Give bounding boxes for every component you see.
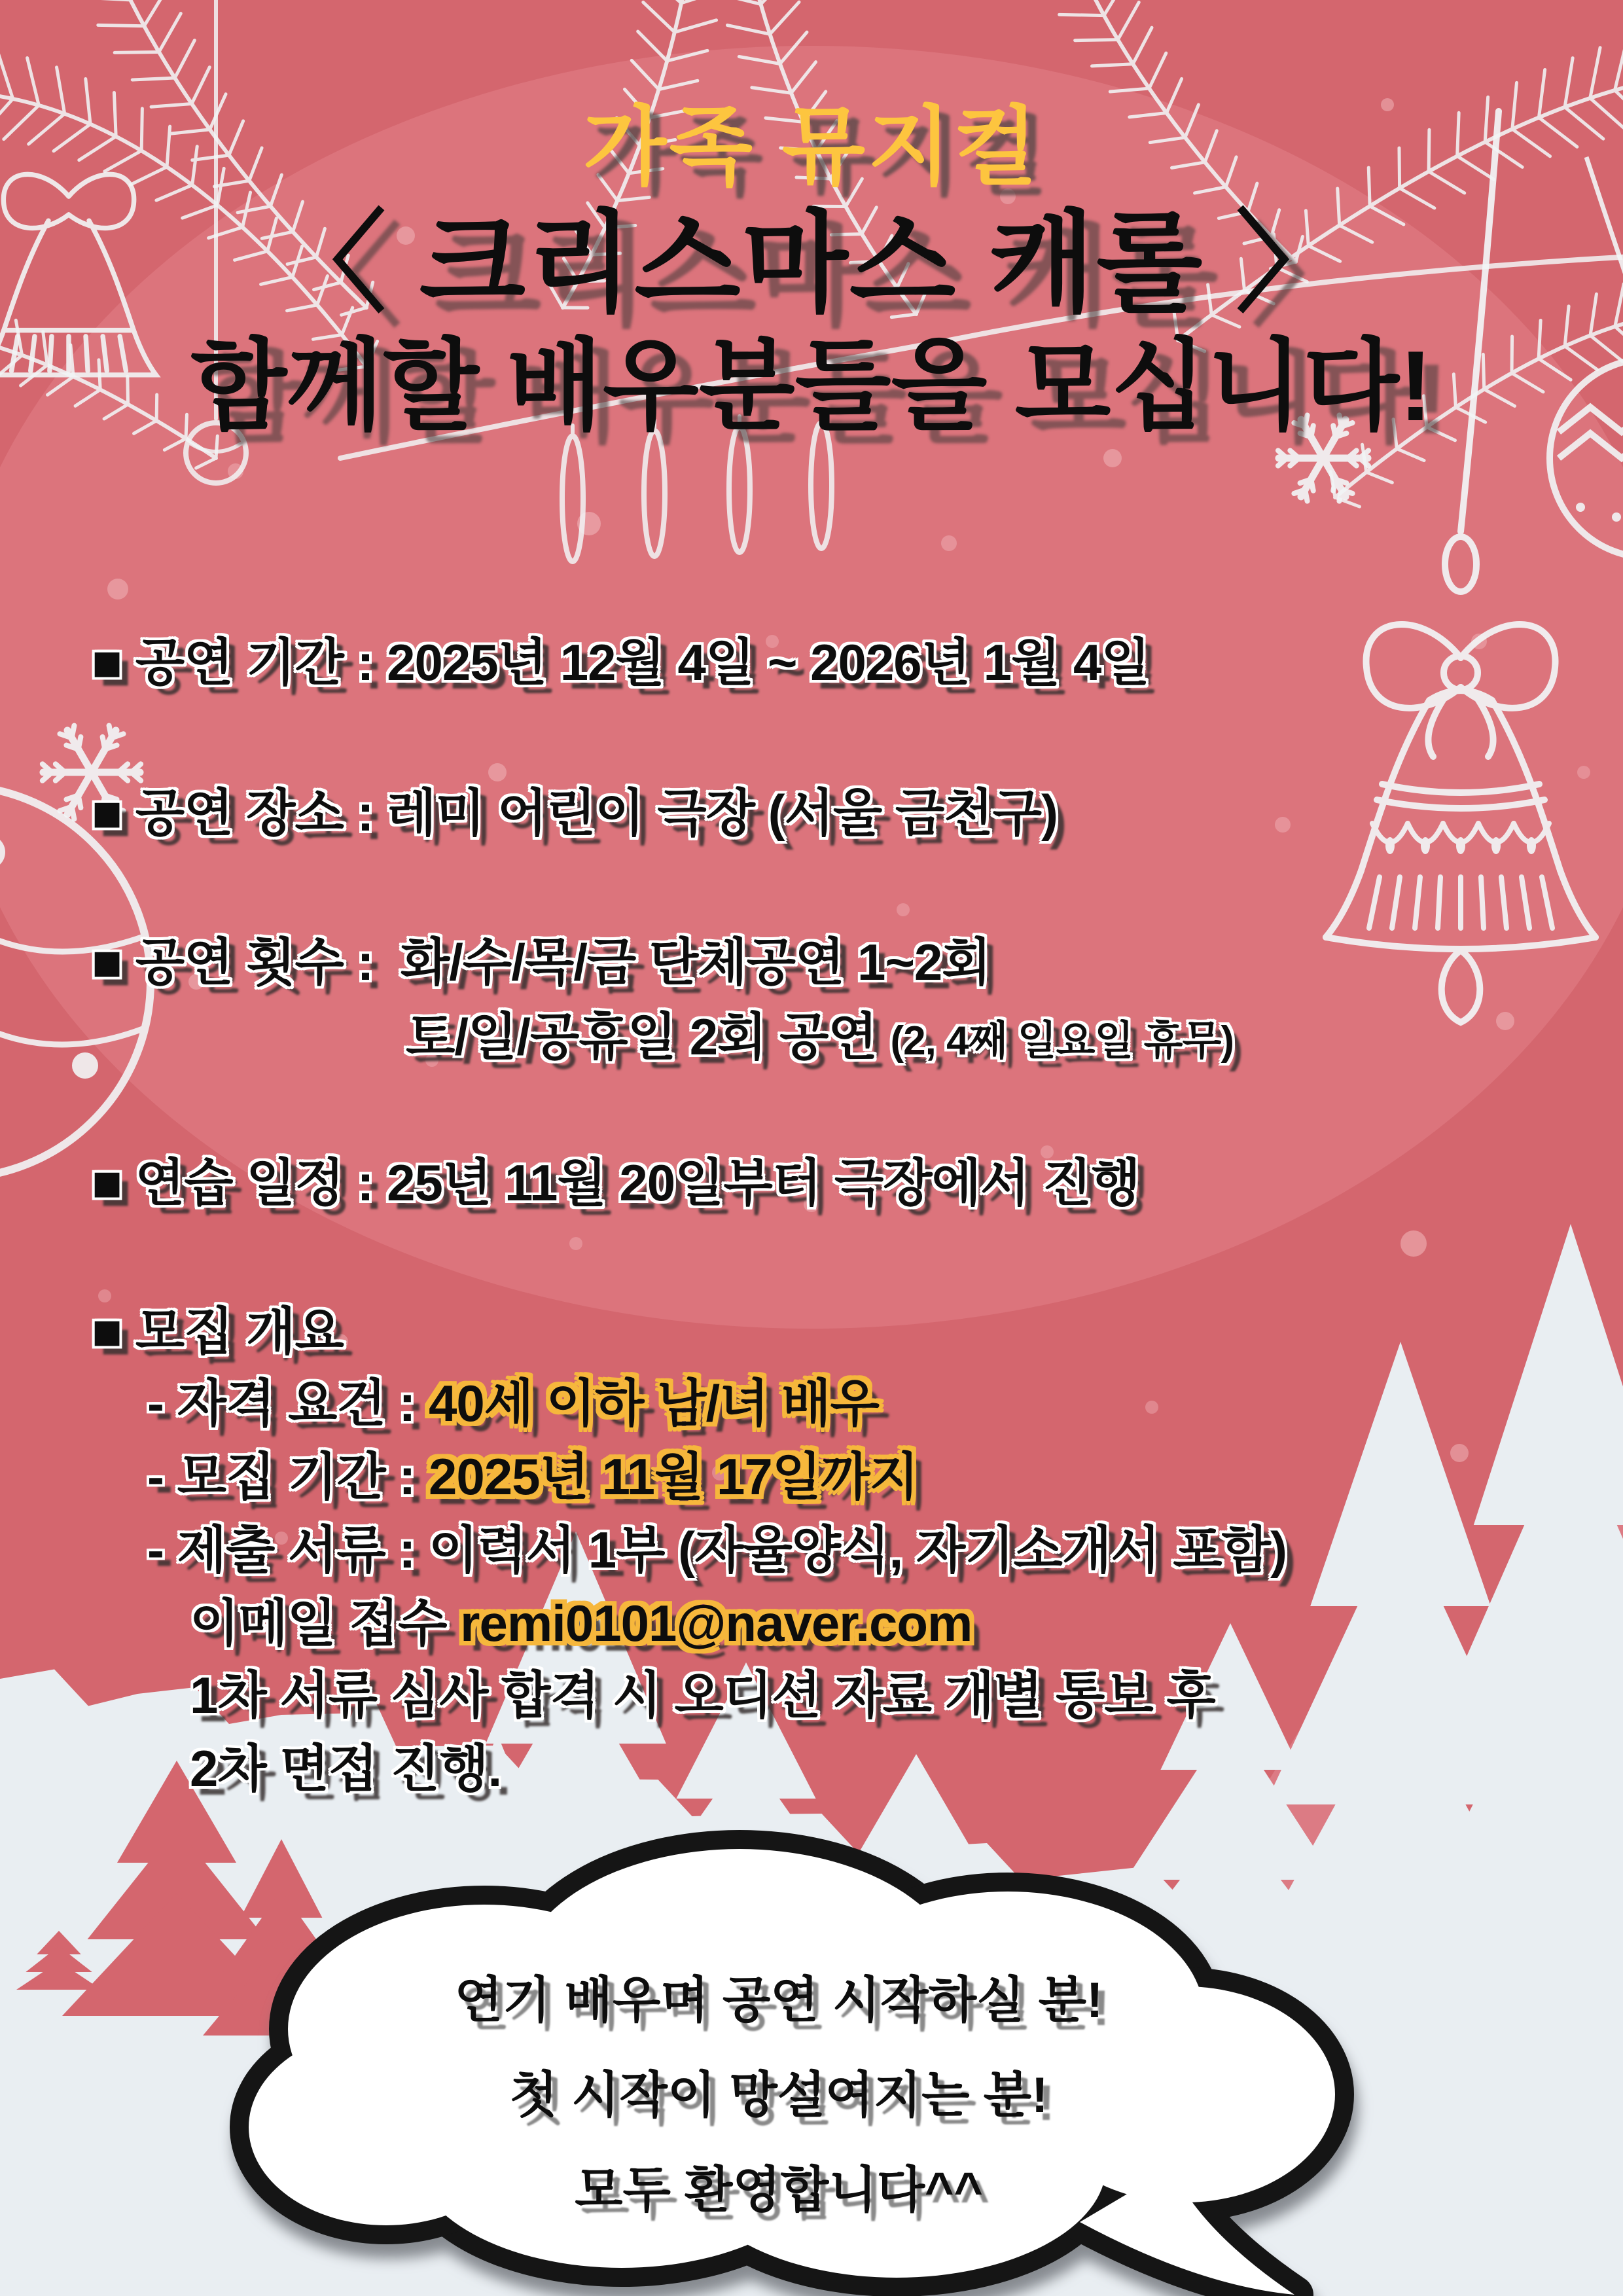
show-title: 〈 크리스마스 캐롤 〉 [276,202,1347,325]
documents-text: - 제출 서류 : 이력서 1부 (자율양식, 자기소개서 포함) [147,1521,1287,1579]
show-count-text-2: 토/일/공휴일 2회 공연 [406,1008,891,1066]
bubble-line-3: 모두 환영합니다^^ [575,2162,983,2218]
process-text-1: 1차 서류 심사 합격 시 오디션 자료 개별 통보 후 [190,1666,1215,1724]
bubble-line-1: 연기 배우며 공연 시작하실 분! [454,1973,1103,2028]
venue-text: ■ 공연 장소 : 레미 어린이 극장 (서울 금천구) [92,784,1058,842]
qualification-label: - 자격 요건 : [147,1374,429,1432]
apply-period-label: - 모집 기간 : [147,1448,429,1505]
casting-call-headline: 함께할 배우분들을 모십니다! [190,331,1433,442]
qualification-value: 40세 이하 남/녀 배우 [429,1374,879,1432]
speech-bubble-text [281,1960,1276,2245]
email-address: remi0101@naver.com [460,1594,972,1652]
show-type-label: 가족 뮤지컬 [582,99,1041,195]
bubble-line-2: 첫 시작이 망설여지는 분! [509,2068,1048,2123]
rehearsal-text: ■ 연습 일정 : 25년 11월 20일부터 극장에서 진행 [92,1154,1140,1211]
show-count-note: (2, 4째 일요일 휴무) [890,1018,1234,1064]
performance-period-text: ■ 공연 기간 : 2025년 12월 4일 ~ 2026년 1월 4일 [92,634,1150,691]
recruit-overview-text: ■ 모집 개요 [92,1302,344,1360]
apply-period-value: 2025년 11월 17일까지 [429,1448,918,1505]
email-label: 이메일 접수 [190,1594,461,1652]
show-count-text-1: ■ 공연 횟수 : 화/수/목/금 단체공연 1~2회 [92,933,991,991]
process-text-2: 2차 면접 진행. [190,1740,502,1797]
